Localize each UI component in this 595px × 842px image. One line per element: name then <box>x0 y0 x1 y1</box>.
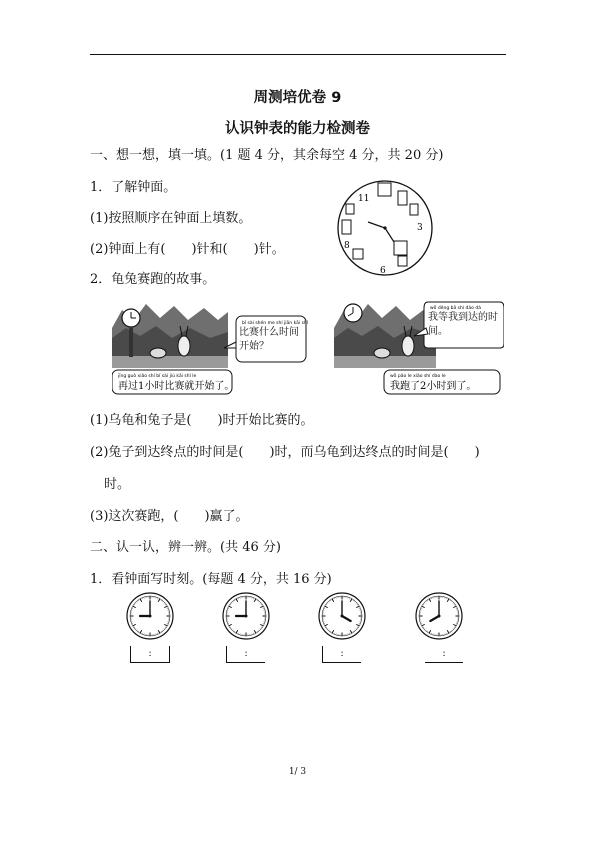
reading-clock-1 <box>124 590 176 642</box>
s2-q1-title: 1．看钟面写时刻。(每题 4 分，共 16 分) <box>90 572 332 587</box>
answer-blank-2[interactable]: : <box>226 646 265 663</box>
q2-title: 2．龟兔赛跑的故事。 <box>90 272 216 287</box>
q2-part2-cont: 时。 <box>104 477 131 492</box>
reading-clock-2 <box>220 590 272 642</box>
page-title: 周测培优卷 9 <box>253 90 342 106</box>
tortoise-icon <box>150 348 166 358</box>
hare-icon-2 <box>402 336 414 356</box>
q1-part2: (2)钟面上有( )针和( )针。 <box>90 242 285 257</box>
clock-center-pin <box>438 615 441 618</box>
caption2-pinyin: wǒ pǎo le xiǎo shí dào le <box>390 374 446 379</box>
clock-num-11: 11 <box>358 194 370 204</box>
q2-part1: (1)乌龟和兔子是( )时开始比赛的。 <box>90 413 314 428</box>
clock-num-3: 3 <box>417 223 423 233</box>
speech1-text: 比赛什么时间开始？ <box>239 327 299 352</box>
page-number: 1/ 3 <box>288 767 307 777</box>
speech1-pinyin: bǐ sài shén me shí jiān kāi shǐ <box>242 321 309 326</box>
reading-clock-3 <box>316 590 368 642</box>
answer-blank-4[interactable]: : <box>425 646 463 663</box>
q1-title: 1．了解钟面。 <box>90 180 177 195</box>
caption2-text: 我跑了2小时到了。 <box>390 381 477 392</box>
race-scene-finish <box>334 298 504 396</box>
race-scene-start <box>112 298 312 396</box>
caption1-pinyin: jīng guò xiǎo shí bǐ sài jiù kāi shǐ le <box>118 374 197 379</box>
clock-face-blank <box>335 178 435 278</box>
clock-center-pin <box>149 615 152 618</box>
clock-num-8: 8 <box>344 241 350 251</box>
reading-clock-4 <box>413 590 465 642</box>
page-subtitle: 认识钟表的能力检测卷 <box>225 121 370 137</box>
q2-part3: (3)这次赛跑，( )赢了。 <box>90 509 249 524</box>
answer-blank-3[interactable]: : <box>322 646 361 663</box>
caption1-text: 再过1小时比赛就开始了。 <box>118 381 235 392</box>
clock-num-6: 6 <box>380 266 386 276</box>
section1-heading: 一、想一想，填一填。(1 题 4 分，其余每空 4 分，共 20 分) <box>90 148 444 163</box>
q1-part1: (1)按照顺序在钟面上填数。 <box>90 211 252 226</box>
speech2-pinyin: wǒ děng bā shí dào dá <box>430 306 481 311</box>
hare-icon <box>178 336 190 356</box>
clock-center-pin <box>245 615 248 618</box>
q2-part2: (2)兔子到达终点的时间是( )时，而乌龟到达终点的时间是( ) <box>90 445 480 460</box>
section2-heading: 二、认一认，辨一辨。(共 46 分) <box>90 540 281 555</box>
answer-blank-1[interactable]: : <box>130 646 170 663</box>
clock-center-pin <box>341 615 344 618</box>
top-rule <box>90 54 506 55</box>
tortoise-icon-2 <box>374 348 390 358</box>
speech2-text: 我等我到达的时间。 <box>428 312 498 337</box>
